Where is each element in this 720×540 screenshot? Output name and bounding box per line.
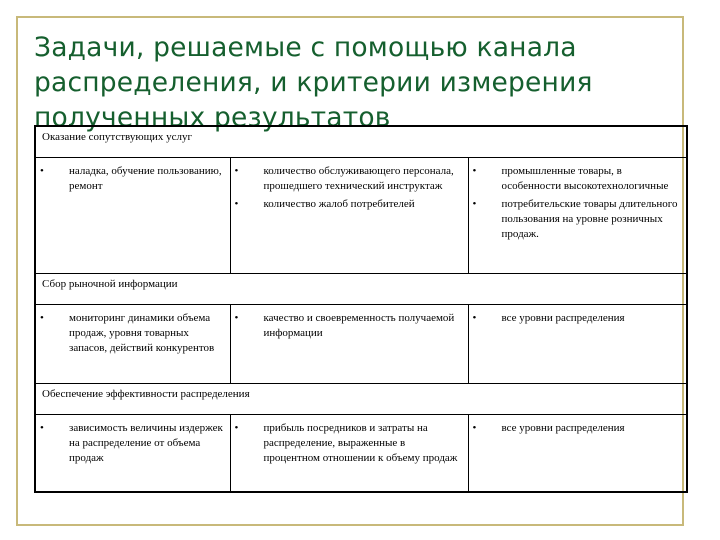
- table-cell: [35, 415, 230, 493]
- list-item: [473, 311, 681, 326]
- frame-top-line: [16, 16, 684, 18]
- table-cell: [35, 158, 230, 274]
- bullet-icon: •: [472, 422, 477, 434]
- list-item-text: промышленные товары, в особенности высокотехнологичные: [501, 165, 669, 192]
- bullet-icon: •: [40, 312, 44, 324]
- list-item-text: мониторинг динамики объема продаж, уровня товарных запасов, действий конкурентов: [69, 312, 215, 354]
- section-header-row: [35, 126, 687, 158]
- table-cell: [230, 305, 468, 384]
- bullet-icon: •: [234, 198, 239, 210]
- table-row: [35, 415, 687, 493]
- bullet-icon: •: [234, 312, 239, 324]
- criteria-table: [34, 125, 688, 493]
- list-item-text: все уровни распределения: [501, 312, 625, 324]
- bullet-icon: •: [472, 198, 477, 210]
- list-item-text: наладка, обучение пользованию, ремонт: [69, 165, 222, 192]
- table-cell: [468, 305, 687, 384]
- list-item-text: количество жалоб потребителей: [263, 198, 415, 210]
- bullet-icon: •: [40, 422, 44, 434]
- list-item-text: количество обслуживающего персонала, прошедшего технический инструктаж: [263, 165, 454, 192]
- list-item: [235, 311, 462, 341]
- section-header-row: [35, 274, 687, 305]
- list-item: [473, 421, 681, 436]
- list-item: [235, 164, 462, 194]
- section-header-row: [35, 384, 687, 415]
- bullet-icon: •: [40, 165, 44, 177]
- table-cell: [35, 305, 230, 384]
- list-item: [473, 197, 681, 242]
- list-item: [40, 164, 224, 194]
- section-heading: Обеспечение эффективности распределения: [35, 384, 687, 415]
- list-item: [235, 197, 462, 212]
- frame-bottom-line: [16, 524, 684, 526]
- slide-title: Задачи, решаемые с помощью канала распределения, и критерии измерения полученных результатов: [34, 32, 593, 133]
- section-heading: Оказание сопутствующих услуг: [35, 126, 687, 158]
- list-item-text: качество и своевременность получаемой информации: [263, 312, 455, 339]
- bullet-icon: •: [234, 165, 239, 177]
- bullet-icon: •: [234, 422, 239, 434]
- frame-left-line: [16, 16, 18, 526]
- list-item: [40, 311, 224, 356]
- table-cell: [468, 158, 687, 274]
- list-item: [235, 421, 462, 466]
- bullet-icon: •: [472, 312, 477, 324]
- table-cell: [230, 415, 468, 493]
- list-item: [473, 164, 681, 194]
- list-item: [40, 421, 224, 466]
- list-item-text: зависимость величины издержек на распределение от объема продаж: [69, 422, 223, 464]
- bullet-icon: •: [472, 165, 477, 177]
- table-row: [35, 305, 687, 384]
- list-item-text: потребительские товары длительного пользования на уровне розничных продаж.: [501, 198, 678, 240]
- table-row: [35, 158, 687, 274]
- list-item-text: все уровни распределения: [501, 422, 625, 434]
- table-cell: [230, 158, 468, 274]
- list-item-text: прибыль посредников и затраты на распределение, выраженные в процентном отношении к объему продаж: [263, 422, 458, 464]
- section-heading: Сбор рыночной информации: [35, 274, 687, 305]
- table-cell: [468, 415, 687, 493]
